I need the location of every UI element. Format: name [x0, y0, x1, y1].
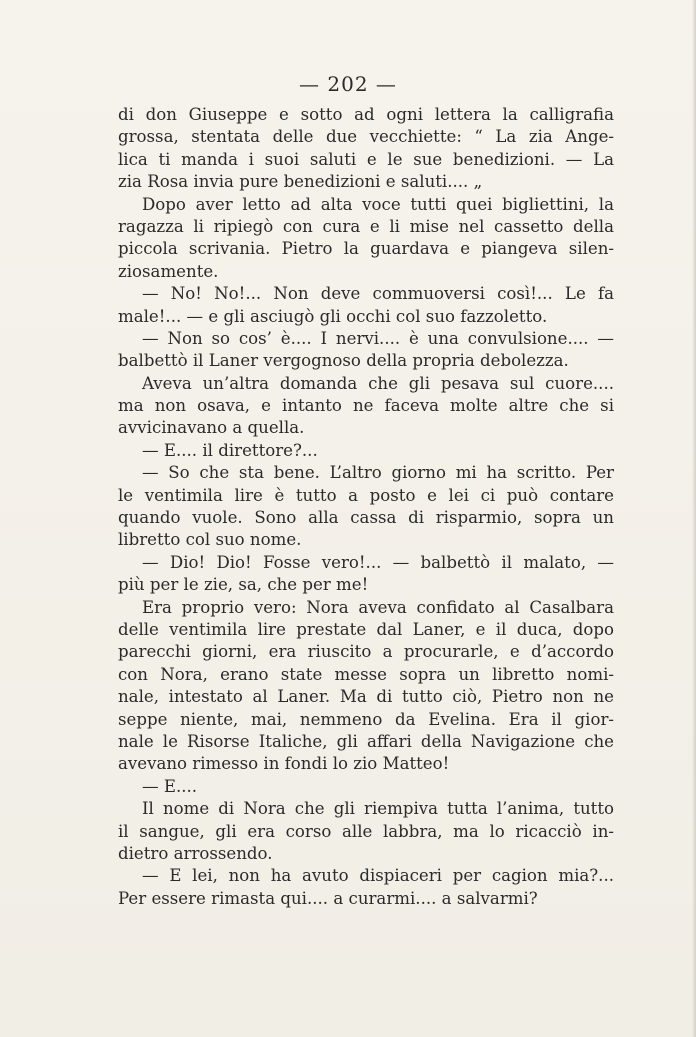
text-line: parecchi giorni, era riuscito a procurarle, e d’accordo [118, 642, 614, 662]
text-line-italic-titles: nale le Risorse Italiche, gli affari della Navigazione che [118, 731, 614, 751]
text-line: quando vuole. Sono alla cassa di risparmio, sopra un [118, 508, 614, 528]
page-edge-shadow [692, 0, 696, 1037]
text-line: — E lei, non ha avuto dispiaceri per cagion mia?... [142, 866, 614, 886]
text-line: ma non osava, e intanto ne faceva molte altre che si [118, 396, 614, 416]
text-line: il sangue, gli era corso alle labbra, ma lo ricacciò in- [118, 821, 614, 841]
text-line: — No! No!... Non deve commuoversi così!... Le fa [142, 284, 614, 304]
text-line: — So che sta bene. L’altro giorno mi ha scritto. Per [142, 463, 614, 483]
text-line: — E.... il direttore?... [142, 440, 318, 460]
text-line: avevano rimesso in fondi lo zio Matteo! [118, 754, 450, 774]
page-number: — 202 — [299, 72, 397, 96]
text-line: le ventimila lire è tutto a posto e lei ci può contare [118, 485, 614, 505]
text-line: Era proprio vero: Nora aveva confidato al Casalbara [142, 597, 614, 617]
text-line: delle ventimila lire prestate dal Laner, e il duca, dopo [118, 619, 614, 639]
text-line: — Non so cos’ è.... I nervi.... è una convulsione.... — [142, 328, 614, 348]
text-line: ragazza li ripiegò con cura e li mise nel cassetto della [118, 216, 614, 236]
text-line: — Dio! Dio! Fosse vero!... — balbettò il malato, — [142, 552, 614, 572]
text-line: seppe niente, mai, nemmeno da Evelina. Era il gior- [118, 709, 614, 729]
text-line: grossa, stentata delle due vecchiette: “ La zia Ange- [118, 127, 614, 147]
text-line: più per le zie, sa, che per me! [118, 575, 369, 595]
text-line: zia Rosa invia pure benedizioni e saluti.... „ [118, 172, 483, 192]
text-line: nale, intestato al Laner. Ma di tutto ciò, Pietro non ne [118, 687, 614, 707]
text-line: libretto col suo nome. [118, 530, 302, 550]
text-line: ziosamente. [118, 261, 219, 281]
text-line: Per essere rimasta qui.... a curarmi.... a salvarmi? [118, 888, 538, 908]
text-line: male!... — e gli asciugò gli occhi col suo fazzoletto. [118, 306, 548, 326]
text-line: con Nora, erano state messe sopra un libretto nomi- [118, 664, 614, 684]
text-line: lica ti manda i suoi saluti e le sue benedizioni. — La [118, 149, 614, 169]
text-line: — E.... [142, 776, 198, 796]
text-line: piccola scrivania. Pietro la guardava e piangeva silen- [118, 239, 614, 259]
body-text [118, 104, 614, 910]
text-line: di don Giuseppe e sotto ad ogni lettera la calligrafia [118, 105, 614, 124]
text-line: balbettò il Laner vergognoso della propria debolezza. [118, 351, 569, 371]
text-line: dietro arrossendo. [118, 843, 273, 863]
text-line: Dopo aver letto ad alta voce tutti quei bigliettini, la [142, 194, 614, 214]
text-line: avvicinavano a quella. [118, 418, 305, 438]
text-line: Il nome di Nora che gli riempiva tutta l’anima, tutto [142, 799, 614, 819]
text-line: Aveva un’altra domanda che gli pesava sul cuore.... [142, 373, 614, 393]
